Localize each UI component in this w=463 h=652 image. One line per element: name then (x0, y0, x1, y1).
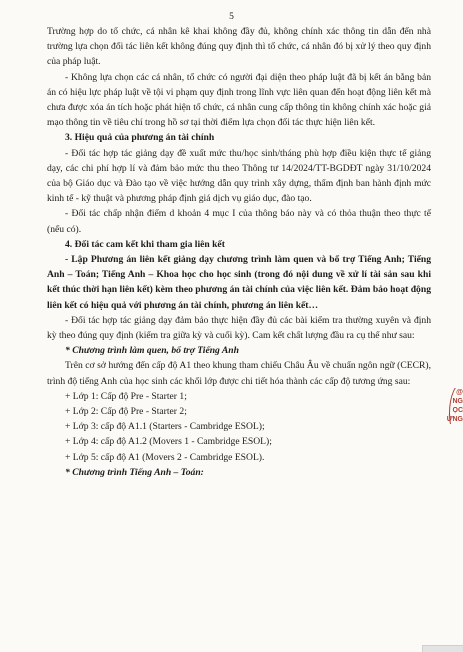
paragraph-cecr-levels: Trên cơ sở hướng đến cấp độ A1 theo khung tham chiếu Châu Âu về chuẩn ngôn ngữ (CECR), trình độ tiếng Anh của học sinh các khối lớp được chi tiết hóa thành các cấp độ tương ứng sau: (47, 360, 431, 387)
list-item-grade-3: + Lớp 3: cấp độ A1.1 (Starters - Cambridge ESOL); (65, 421, 265, 433)
paragraph-partner-acceptance: - Đối tác chấp nhận điểm d khoản 4 mục I của thông báo này và có thỏa thuận theo thực tế (nếu có). (47, 208, 431, 235)
section-heading-partner-commitment: 4. Đối tác cam kết khi tham gia liên kết (65, 238, 225, 250)
paragraph-disqualification: - Không lựa chọn các cá nhân, tổ chức có người đại diện theo pháp luật đã bị kết án bằng bản án có hiệu lực pháp luật về tội vi phạm quy định trong lĩnh vực liên quan đến hoạt động liên kết mà chưa được xóa án tích hoặc phát hiện tổ chức, cá nhân cung cấp thông tin không chính xác hoặc giả mạo thông tin về tiêu chí trong hồ sơ tại thời điểm lựa chọn đối tác thực hiện liên kết. (47, 71, 431, 129)
subheading-english-program: * Chương trình làm quen, bổ trợ Tiếng Anh (65, 345, 239, 357)
seal-text-2: NG (452, 398, 463, 405)
seal-text-3: ỌC (452, 407, 463, 414)
red-seal-stamp (443, 388, 463, 424)
paragraph-applicant-liability: Trường hợp do tổ chức, cá nhân kê khai không đầy đủ, không chính xác thông tin dẫn đến nhà trường lựa chọn đối tác liên kết không đúng quy định thì tổ chức, cá nhân đó bị xử lý theo quy định của pháp luật. (47, 26, 431, 68)
paragraph-partnership-plan: - Lập Phương án liên kết giảng dạy chương trình làm quen và bổ trợ Tiếng Anh; Tiếng Anh – Toán; Tiếng Anh – Khoa học cho học sinh (trong đó nội dung về xử lí tài sản sau khi kết thúc thời hạn liên kết) kèm theo phương án tài chính của việc liên kết. Đảm bảo hoạt động liên kết có hiệu quả với phương án tài chính, phương án liên kết… (47, 254, 431, 311)
seal-ring (449, 388, 463, 424)
seal-text-1: @ (456, 389, 463, 396)
paragraph-assessment-commitment: - Đối tác hợp tác giảng dạy đảm bảo thực hiện đầy đủ các bài kiểm tra thường xuyên và định kỳ theo đúng quy định (kiểm tra giữa kỳ và cuối kỳ). Cam kết chất lượng đầu ra cụ thể như sau: (47, 314, 431, 342)
page-number: 5 (229, 12, 234, 22)
seal-text-4: ỨNG (446, 416, 463, 423)
section-heading-financial-efficiency: 3. Hiệu quả của phương án tài chính (65, 132, 215, 144)
list-item-grade-5: + Lớp 5: cấp độ A1 (Movers 2 - Cambridge ESOL). (65, 451, 265, 463)
list-item-grade-4: + Lớp 4: cấp độ A1.2 (Movers 1 - Cambridge ESOL); (65, 436, 272, 448)
list-item-grade-2: + Lớp 2: Cấp độ Pre - Starter 2; (65, 406, 187, 418)
document-body (47, 24, 431, 480)
page-corner-tab (422, 645, 463, 652)
list-item-grade-1: + Lớp 1: Cấp độ Pre - Starter 1; (65, 390, 187, 402)
subheading-english-math-program: * Chương trình Tiếng Anh – Toán: (65, 466, 204, 478)
paragraph-fee-proposal: - Đối tác hợp tác giảng dạy đề xuất mức thu/học sinh/tháng phù hợp điều kiện thực tế giảng dạy, các chi phí hợp lí và đảm bảo mức thu theo Thông tư 14/2024/TT-BGDĐT ngày 31/10/2024 của bộ Giáo dục và Đào tạo về việc hướng dẫn quy trình xây dựng, thẩm định ban hành định mức kinh tế - kỹ thuật và phương pháp định giá dịch vụ giáo dục, đào tạo. (47, 147, 431, 205)
